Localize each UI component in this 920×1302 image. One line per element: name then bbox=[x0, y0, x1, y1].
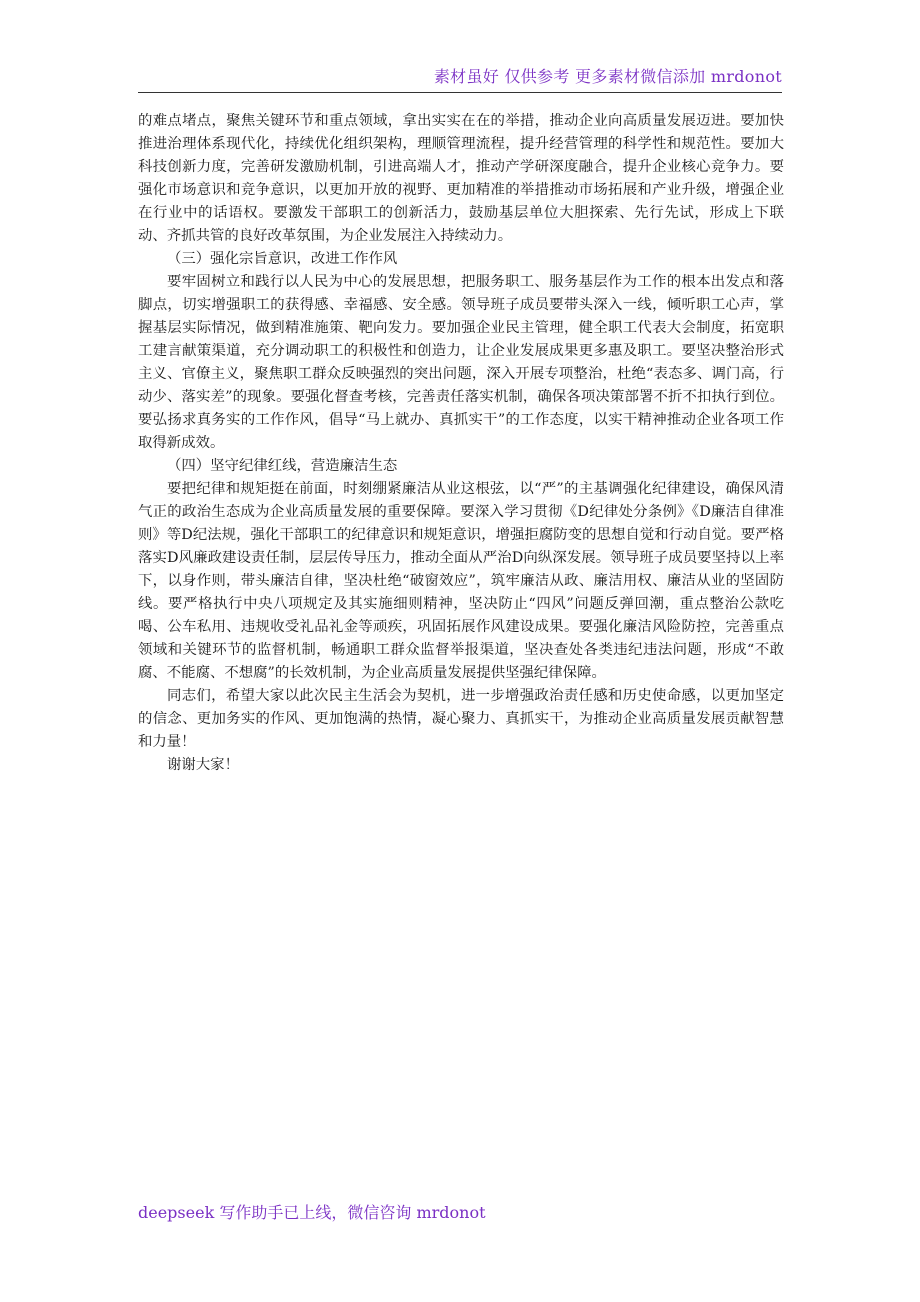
body-paragraph-continuation: 的难点堵点，聚焦关键环节和重点领域，拿出实实在在的举措，推动企业向高质量发展迈进。要加快推进治理体系现代化，持续优化组织架构，理顺管理流程，提升经营管理的科学性和规范性。要加大科技创新力度，完善研发激励机制，引进高端人才，推动产学研深度融合，提升企业核心竞争力。要强化市场意识和竞争意识，以更加开放的视野、更加精准的举措推动市场拓展和产业升级，增强企业在行业中的话语权。要激发干部职工的创新活力，鼓励基层单位大胆探索、先行先试，形成上下联动、齐抓共管的良好改革氛围，为企业发展注入持续动力。 bbox=[138, 113, 784, 244]
header-promo-text: 素材虽好 仅供参考 更多素材微信添加 mrdonot bbox=[433, 67, 782, 86]
section-heading-3: （三）强化宗旨意识，改进工作作风 bbox=[167, 251, 398, 267]
closing-paragraph: 同志们，希望大家以此次民主生活会为契机，进一步增强政治责任感和历史使命感，以更加坚定的信念、更加务实的作风、更加饱满的热情，凝心聚力、真抓实干，为推动企业高质量发展贡献智慧和力量！ bbox=[138, 688, 784, 750]
page-header bbox=[138, 66, 782, 94]
document-body bbox=[138, 110, 784, 777]
body-paragraph-section-4: 要把纪律和规矩挺在前面，时刻绷紧廉洁从业这根弦，以“严”的主基调强化纪律建设，确保风清气正的政治生态成为企业高质量发展的重要保障。要深入学习贯彻《D纪律处分条例》《D廉洁自律准则》等D纪法规，强化干部职工的纪律意识和规矩意识，增强拒腐防变的思想自觉和行动自觉。要严格落实D风廉政建设责任制，层层传导压力，推动全面从严治D向纵深发展。领导班子成员要坚持以上率下，以身作则，带头廉洁自律，坚决杜绝“破窗效应”，筑牢廉洁从政、廉洁用权、廉洁从业的坚固防线。要严格执行中央八项规定及其实施细则精神，坚决防止“四风”问题反弹回潮，重点整治公款吃喝、公车私用、违规收受礼品礼金等顽疾，巩固拓展作风建设成果。要强化廉洁风险防控，完善重点领域和关键环节的监督机制，畅通职工群众监督举报渠道，坚决查处各类违纪违法问题，形成“不敢腐、不能腐、不想腐”的长效机制，为企业高质量发展提供坚强纪律保障。 bbox=[138, 481, 784, 681]
header-divider bbox=[138, 92, 782, 93]
section-heading-4: （四）坚守纪律红线，营造廉洁生态 bbox=[167, 458, 398, 474]
body-paragraph-section-3: 要牢固树立和践行以人民为中心的发展思想，把服务职工、服务基层作为工作的根本出发点和落脚点，切实增强职工的获得感、幸福感、安全感。领导班子成员要带头深入一线，倾听职工心声，掌握基层实际情况，做到精准施策、靶向发力。要加强企业民主管理，健全职工代表大会制度，拓宽职工建言献策渠道，充分调动职工的积极性和创造力，让企业发展成果更多惠及职工。要坚决整治形式主义、官僚主义，聚焦职工群众反映强烈的突出问题，深入开展专项整治，杜绝“表态多、调门高，行动少、落实差”的现象。要强化督查考核，完善责任落实机制，确保各项决策部署不折不扣执行到位。要弘扬求真务实的工作作风，倡导“马上就办、真抓实干”的工作态度，以实干精神推动企业各项工作取得新成效。 bbox=[138, 274, 784, 451]
thanks-line: 谢谢大家！ bbox=[167, 757, 239, 773]
page-footer: deepseek 写作助手已上线，微信咨询 mrdonot bbox=[138, 1203, 486, 1222]
